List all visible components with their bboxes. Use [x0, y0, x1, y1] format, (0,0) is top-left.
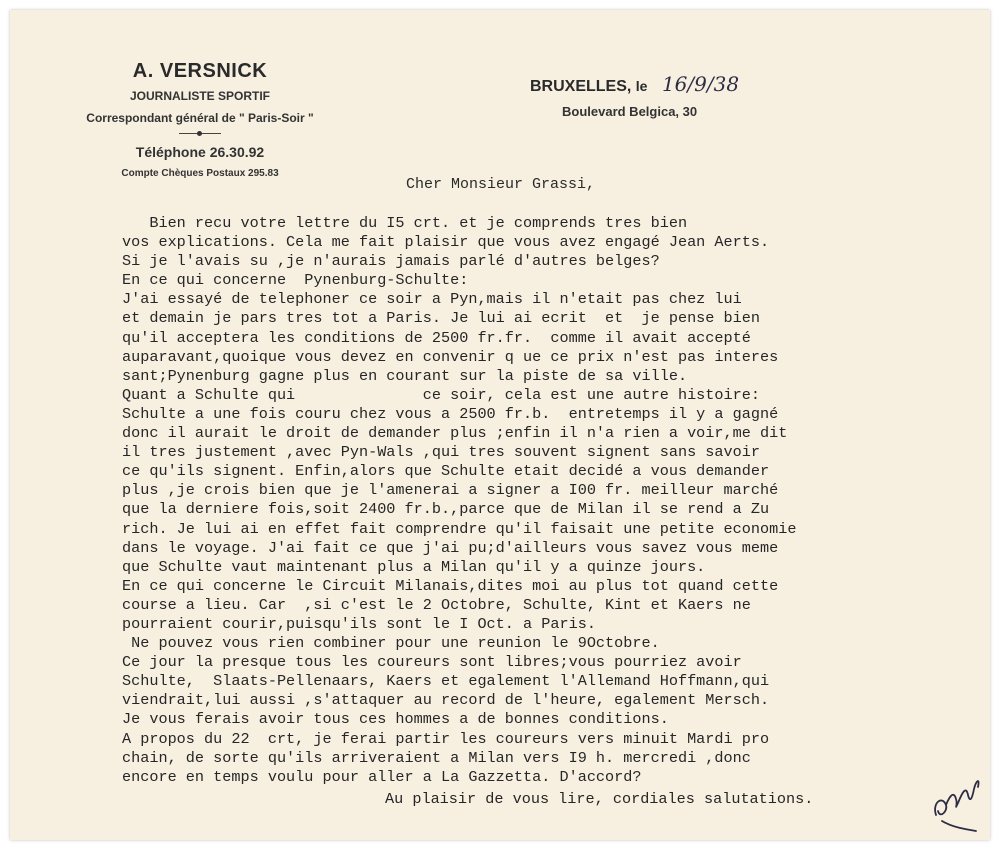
closing: Au plaisir de vous lire, cordiales salutations. [385, 790, 814, 808]
letter-line: Ce jour la presque tous les coureurs sont libres;vous pourriez avoir [122, 653, 742, 672]
sender-name: A. VERSNICK [132, 60, 268, 82]
date-prefix: le [635, 78, 648, 94]
letter-line: que la derniere fois,soit 2400 fr.b.,parce que de Milan il se rend a Zu [122, 500, 770, 519]
letter-line: sant;Pynenburg gagne plus en courant sur la piste de sa ville. [122, 366, 688, 385]
letter-line: course a lieu. Car ,si c'est le 2 Octobre, Schulte, Kint et Kaers ne [122, 595, 751, 614]
letter-line: pourraient courir,puisqu'ils sont le I Oct. a Paris. [122, 614, 596, 633]
sender-correspondent: Correspondant général de " Paris-Soir " [86, 111, 314, 125]
sender-postal-account: Compte Chèques Postaux 295.83 [121, 168, 279, 179]
letter-line: Schulte a une fois couru chez vous a 2500 fr.b. entretemps il y a gagné [122, 404, 779, 423]
letter-line: Ne pouvez vous rien combiner pour une reunion le 9Octobre. [122, 634, 660, 653]
letter-line: En ce qui concerne le Circuit Milanais,dites moi au plus tot quand cette [122, 576, 779, 595]
letter-line: Bien recu votre lettre du I5 crt. et je comprends tres bien [122, 214, 688, 232]
letter-line: que Schulte vaut maintenant plus a Milan qu'il y a quinze jours. [122, 557, 706, 576]
letter-line: ce qu'ils signent. Enfin,alors que Schulte etait decidé a vous demander [122, 462, 770, 481]
letterhead-divider [179, 133, 221, 134]
letter-line: vos explications. Cela me fait plaisir que vous avez engagé Jean Aerts. [122, 233, 770, 252]
sender-phone: Téléphone 26.30.92 [135, 144, 265, 160]
city-date-line [530, 72, 890, 96]
letter-line: donc il aurait le droit de demander plus ;enfin il n'a rien a voir,me dit [122, 424, 788, 443]
letter-line: encore en temps voulu pour aller a La Gazzetta. D'accord? [122, 767, 642, 786]
letter-line: dans le voyage. J'ai fait ce que j'ai pu;d'ailleurs vous savez vous meme [122, 538, 779, 557]
letter-body [122, 214, 796, 787]
letter-line: et demain je pars tres tot a Paris. Je lui ai ecrit et je pense bien [122, 309, 760, 328]
letter-line: viendrait,lui aussi ,s'attaquer au record de l'heure, egalement Mersch. [122, 691, 770, 710]
letter-line: En ce qui concerne Pynenburg-Schulte: [122, 271, 469, 290]
salutation: Cher Monsieur Grassi, [406, 176, 596, 193]
letter-line: chain, de sorte qu'ils arriveraient a Milan vers I9 h. mercredi ,donc [122, 748, 751, 767]
letter-line: Quant a Schulte qui ce soir, cela est une autre histoire: [122, 385, 760, 404]
letterhead-right [530, 72, 890, 119]
letter-line: A propos du 22 crt, je ferai partir les coureurs vers minuit Mardi pro [122, 729, 770, 748]
letter-line: auparavant,quoique vous devez en convenir q ue ce prix n'est pas interes [122, 347, 779, 366]
letterhead-left [50, 60, 350, 179]
letter-line: rich. Je lui ai en effet fait comprendre qu'il faisait une petite economie [122, 519, 797, 538]
letter-line: Schulte, Slaats-Pellenaars, Kaers et egalement l'Allemand Hoffmann,qui [122, 672, 770, 691]
letter-line: Je vous ferais avoir tous ces hommes a de bonnes conditions. [122, 710, 669, 729]
letter-line: J'ai essayé de telephoner ce soir a Pyn,mais il n'etait pas chez lui [122, 290, 742, 309]
letter-line: il tres justement ,avec Pyn-Wals ,qui tres souvent signent sans savoir [122, 443, 760, 462]
handwritten-signature [928, 755, 988, 835]
sender-title: JOURNALISTE SPORTIF [129, 89, 270, 103]
letter-page [10, 10, 990, 840]
handwritten-date: 16/9/38 [661, 72, 740, 96]
letter-line: Si je l'avais su ,je n'aurais jamais parlé d'autres belges? [122, 252, 660, 271]
letter-line: qu'il acceptera les conditions de 2500 fr.fr. comme il avait accepté [122, 328, 751, 347]
sender-address: Boulevard Belgica, 30 [562, 104, 698, 119]
city: BRUXELLES, [530, 78, 632, 95]
letter-line: plus ,je crois bien que je l'amenerai a signer a I00 fr. meilleur marché [122, 481, 779, 500]
